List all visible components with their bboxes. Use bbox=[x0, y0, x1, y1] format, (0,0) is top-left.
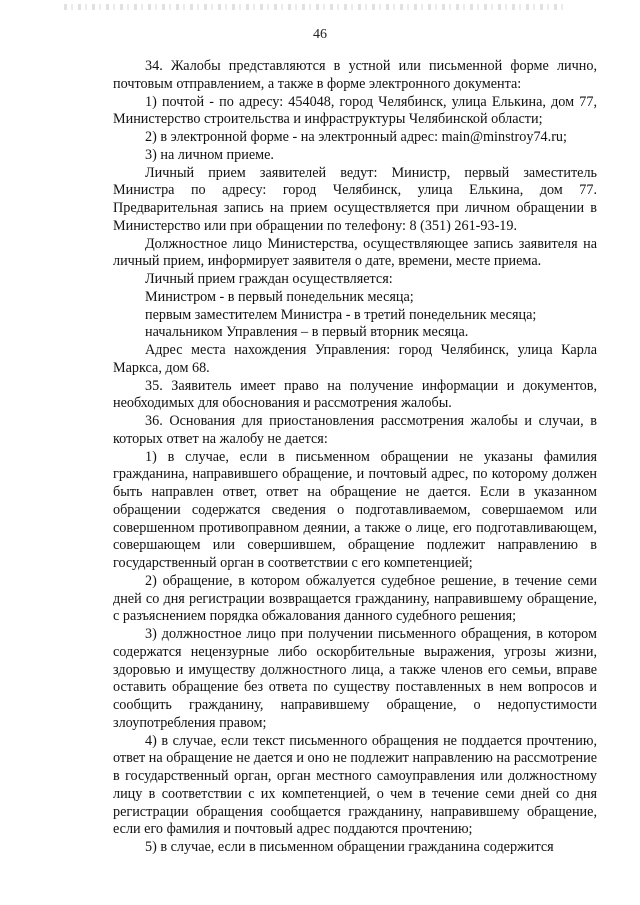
paragraph: Министром - в первый понедельник месяца; bbox=[145, 288, 414, 305]
paragraph: 5) в случае, если в письменном обращении гражданина содержится bbox=[145, 839, 554, 855]
paragraph: 34. Жалобы представляются в устной или письменной форме лично, почтовым отправлением, а также в форме электронного документа: bbox=[113, 58, 597, 92]
paragraph: 2) обращение, в котором обжалуется судебное решение, в течение семи дней со дня регистрации возвращается гражданину, направившему обращение, с разъяснением порядка обжалования данного судебного решения; bbox=[113, 572, 597, 625]
paragraph: 36. Основания для приостановления рассмотрения жалобы и случаи, в которых ответ на жалобу не дается: bbox=[113, 413, 597, 447]
paragraph: 2) в электронной форме - на электронный адрес: main@minstroy74.ru; bbox=[145, 129, 567, 145]
paragraph: 3) на личном приеме. bbox=[145, 146, 274, 163]
scan-artifact bbox=[64, 4, 564, 10]
paragraph: Должностное лицо Министерства, осуществляющее запись заявителя на личный прием, информирует заявителя о дате, времени, месте приема. bbox=[113, 235, 597, 270]
paragraph: Личный прием заявителей ведут: Министр, первый заместитель Министра по адресу: город Челябинск, улица Елькина, дом 77. Предварительная запись на прием осуществляется при личном обращении в Министерство или при обращении по телефону: 8 (351) 261-93-19. bbox=[113, 164, 597, 234]
paragraph: Личный прием граждан осуществляется: bbox=[145, 271, 393, 287]
page-number: 46 bbox=[313, 27, 327, 42]
paragraph: 3) должностное лицо при получении письменного обращения, в котором содержатся нецензурные либо оскорбительные выражения, угрозы жизни, здоровью и имуществу должностного лица, а также членов его семьи, вправе оставить обращение без ответа по существу поставленных в нем вопросов и сообщить гражданину, направившему обращение, о недопустимости злоупотребления правом; bbox=[113, 626, 597, 731]
paragraph: 1) в случае, если в письменном обращении не указаны фамилия гражданина, направившего обращение, и почтовый адрес, по которому должен быть направлен ответ, ответ на обращение не дается. Если в указанном обращении содержатся сведения о подготавливаемом, совершаемом или совершенном противоправном деянии, а также о лице, его подготавливающем, совершающем или совершившем, обращение подлежит направлению в государственный орган в соответствии с его компетенцией; bbox=[113, 448, 597, 571]
paragraph: 1) почтой - по адресу: 454048, город Челябинск, улица Елькина, дом 77, Министерство строительства и инфраструктуры Челябинской области; bbox=[113, 93, 597, 128]
document-body bbox=[113, 58, 597, 857]
paragraph: Адрес места нахождения Управления: город Челябинск, улица Карла Маркса, дом 68. bbox=[113, 342, 597, 376]
paragraph: 35. Заявитель имеет право на получение информации и документов, необходимых для обоснования и рассмотрения жалобы. bbox=[113, 377, 597, 412]
paragraph: начальником Управления – в первый вторник месяца. bbox=[145, 324, 469, 341]
paragraph: 4) в случае, если текст письменного обращения не поддается прочтению, ответ на обращение не дается и оно не подлежит направлению на рассмотрение в государственный орган, орган местного самоуправления или должностному лицу в соответствии с их компетенцией, о чем в течение семи дней со дня регистрации обращения сообщается гражданину, направившему обращение, если его фамилия и почтовый адрес поддаются прочтению; bbox=[113, 732, 597, 838]
paragraph: первым заместителем Министра - в третий понедельник месяца; bbox=[145, 306, 537, 323]
